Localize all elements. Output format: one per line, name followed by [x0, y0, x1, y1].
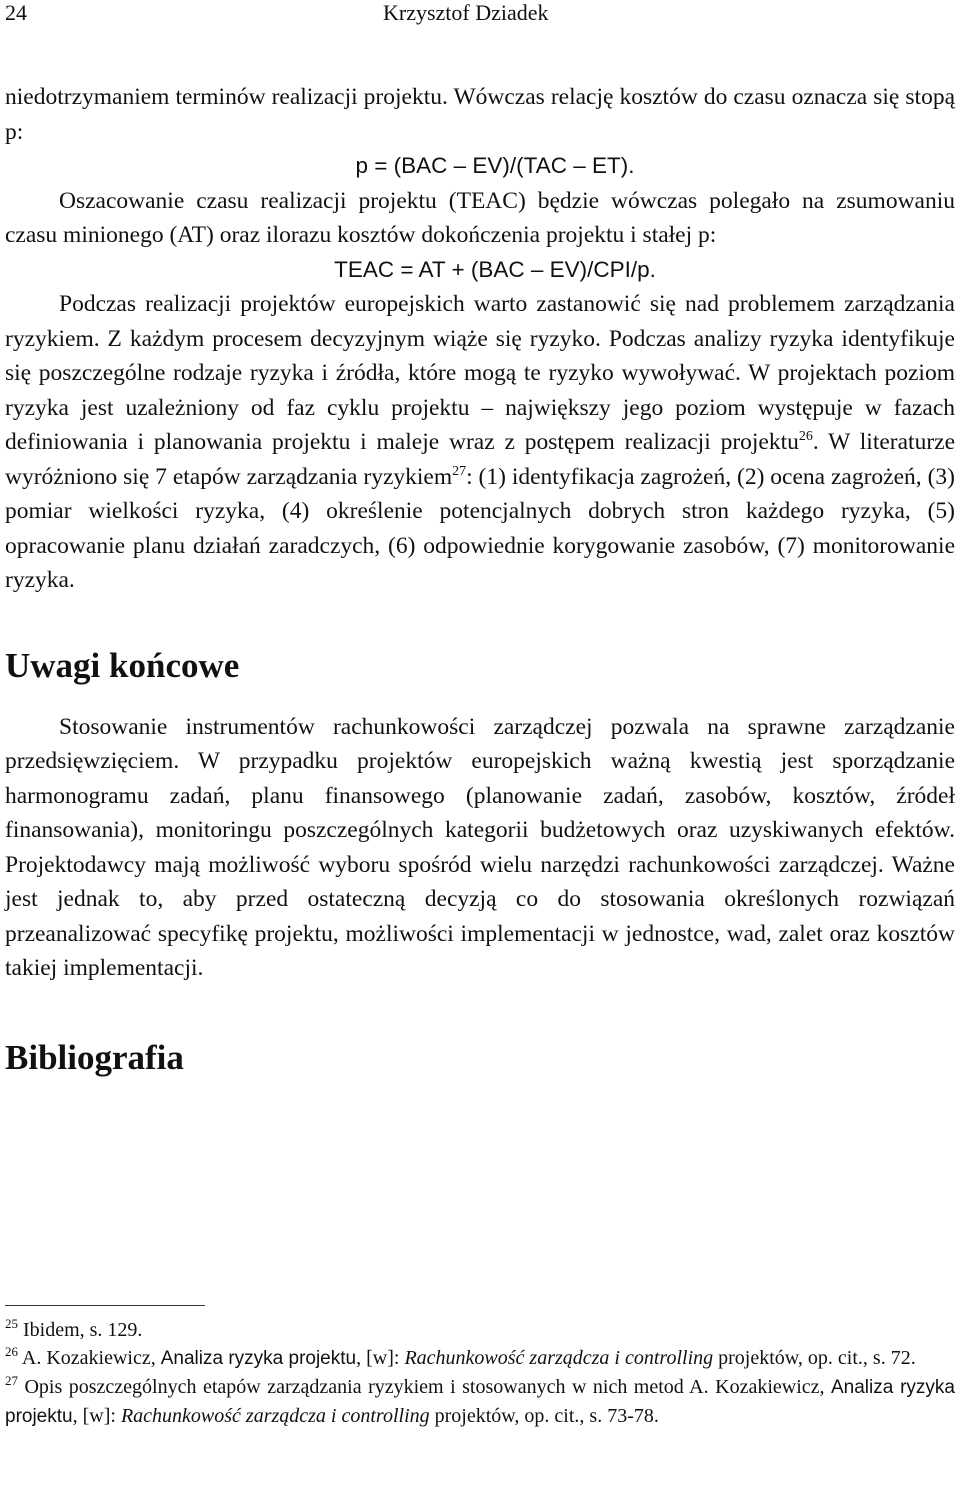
heading-uwagi-koncowe: Uwagi końcowe — [5, 645, 240, 685]
heading-bibliografia: Bibliografia — [5, 1037, 184, 1077]
risk-text-part-1: Podczas realizacji projektów europejskich warto zastanowić się nad problemem zarządzania ryzykiem. Z każdym procesem decyzyjnym wiąże się ryzyko. Podczas analizy ryzyka identyfikuje się poszczególne rodzaje ryzyka i źródła, które mogą te ryzyko wywoływać. W projektach poziom ryzyka jest uzależniony od faz cyklu projektu – największy jego poziom występuje w fazach definiowania i planowania projektu i maleje wraz z postępem realizacji projektu — [5, 291, 955, 455]
footnote-27-in: , [w]: — [72, 1405, 121, 1427]
risk-text-part-2: . W literaturze wyróżniono się 7 etapów zarządzania ryzykiem — [5, 429, 956, 490]
page-number: 24 — [5, 0, 27, 25]
running-header — [5, 0, 955, 26]
formula-p: p = (BAC – EV)/(TAC – ET). — [355, 153, 635, 178]
footnote-number-27: 27 — [5, 1373, 18, 1388]
footnote-26-in: , [w]: — [356, 1347, 405, 1369]
paragraph-final-remarks: Stosowanie instrumentów rachunkowości zarządczej pozwala na sprawne zarządzanie przedsięwzięciem. W przypadku projektów europejskich ważną kwestią jest sporządzanie harmonogramu zadań, planu finansowego (planowanie zadań, zasobów, kosztów, źródeł finansowania), monitoringu poszczególnych kategorii budżetowych oraz uzyskiwanych efektów. Projektodawcy mają możliwość wyboru spośród wielu narzędzi rachunkowości zarządczej. Ważne jest jednak to, aby przed ostateczną decyzją co do stosowania określonych rozwiązań przeanalizować specyfikę projektu, możliwości implementacji w jednostce, wad, zalet oraz kosztów takiej implementacji. — [5, 713, 955, 981]
footnote-27-citation: projektów, op. cit., s. 73-78. — [429, 1405, 659, 1427]
paragraph-cost-time-ratio: niedotrzymaniem terminów realizacji projektu. Wówczas relację kosztów do czasu oznacza się stopą p: — [5, 84, 955, 145]
footnotes-section — [5, 1305, 955, 1431]
footnote-27-article: Analiza ryzyka projektu — [5, 1377, 955, 1427]
footnote-25-text: Ibidem, s. 129. — [18, 1319, 143, 1341]
footnote-26-article: Analiza ryzyka projektu — [160, 1348, 357, 1369]
running-header-author: Krzysztof Dziadek — [383, 0, 549, 25]
risk-text-part-3: : (1) identyfikacja zagrożeń, (2) ocena zagrożeń, (3) pomiar wielkości ryzyka, (4) określenie potencjalnych dobrych stron każdego ryzyka, (5) opracowanie planu działań zaradczych, (6) odpowiednie korygowanie zasobów, (7) monitorowanie ryzyka. — [5, 463, 955, 593]
footnote-27-book-title: Rachunkowość zarządcza i controlling — [120, 1405, 430, 1427]
document-page — [5, 0, 955, 1078]
footnote-27-author: Opis poszczególnych etapów zarządzania ryzykiem i stosowanych w nich metod A. Kozakiewicz, — [18, 1376, 831, 1398]
footnote-ref-27[interactable]: 27 — [452, 463, 467, 479]
footnote-separator — [5, 1305, 205, 1306]
footnote-number-26: 26 — [5, 1344, 18, 1359]
footnote-number-25: 25 — [5, 1316, 18, 1331]
paragraph-risk-management — [5, 287, 955, 598]
formula-teac: TEAC = AT + (BAC – EV)/CPI/p. — [334, 256, 656, 282]
footnote-25 — [5, 1316, 955, 1344]
footnote-27 — [5, 1373, 955, 1431]
footnote-26 — [5, 1344, 955, 1373]
footnote-26-book-title: Rachunkowość zarządcza i controlling — [404, 1347, 714, 1369]
paragraph-teac-estimation: Oszacowanie czasu realizacji projektu (TEAC) będzie wówczas polegało na zsumowaniu czasu minionego (AT) oraz ilorazu kosztów dokończenia projektu i stałej p: — [5, 187, 955, 248]
footnote-26-author: A. Kozakiewicz, — [18, 1347, 161, 1369]
footnote-ref-26[interactable]: 26 — [798, 429, 813, 444]
footnote-26-citation: projektów, op. cit., s. 72. — [713, 1347, 916, 1369]
